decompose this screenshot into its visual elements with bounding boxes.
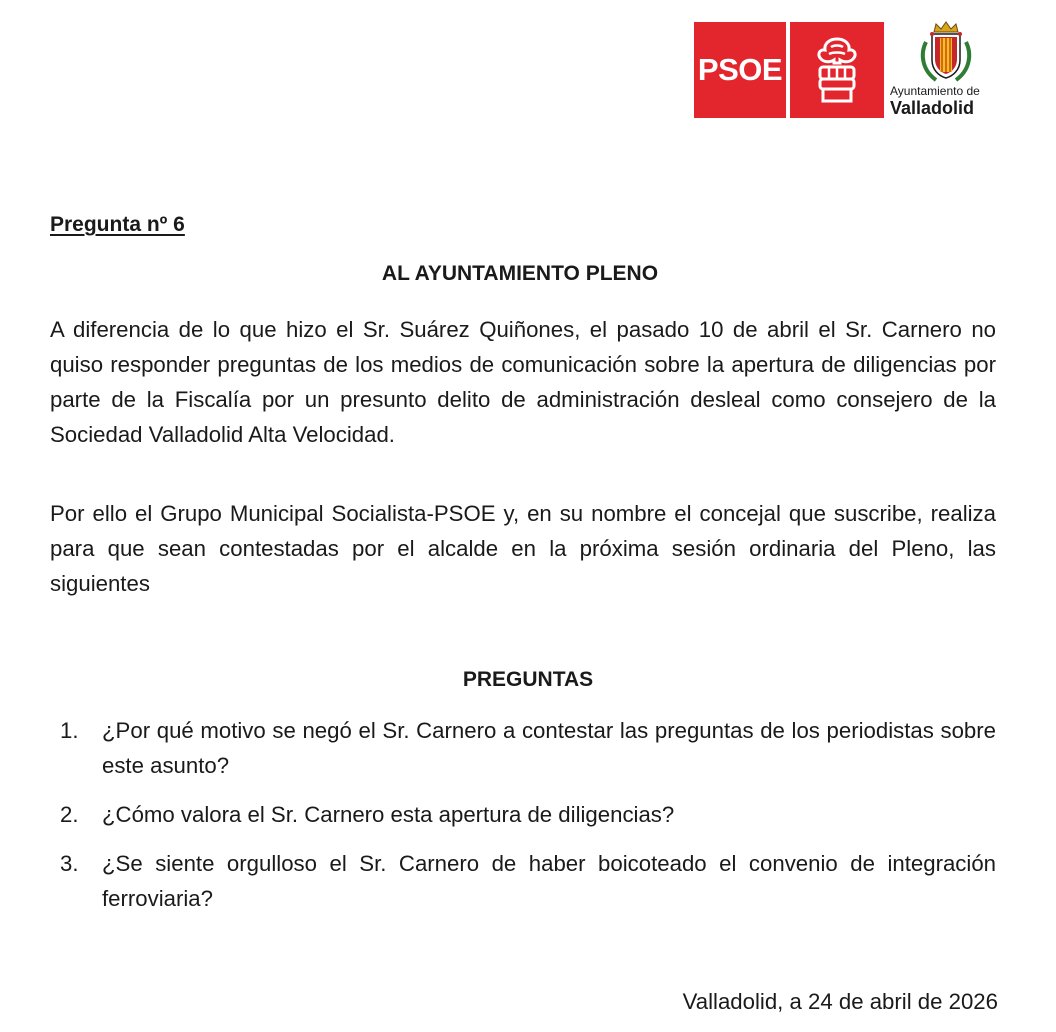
questions-list bbox=[50, 713, 996, 930]
city-council-logo bbox=[890, 20, 1002, 120]
psoe-logo-text: PSOE bbox=[694, 22, 786, 118]
list-item bbox=[50, 846, 996, 916]
question-text: ¿Se siente orgulloso el Sr. Carnero de haber boicoteado el convenio de integración ferroviaria? bbox=[102, 851, 996, 911]
question-text: ¿Por qué motivo se negó el Sr. Carnero a contestar las preguntas de los periodistas sobre este asunto? bbox=[102, 718, 996, 778]
rose-fist-icon bbox=[790, 22, 884, 118]
city-logo-caption: Ayuntamiento de bbox=[890, 84, 980, 98]
request-paragraph: Por ello el Grupo Municipal Socialista-PSOE y, en su nombre el concejal que suscribe, realiza para que sean contestadas por el alcalde en la próxima sesión ordinaria del Pleno, las siguientes bbox=[50, 501, 996, 596]
psoe-logo bbox=[694, 22, 884, 118]
questions-heading: PREGUNTAS bbox=[462, 668, 594, 691]
intro-paragraph: A diferencia de lo que hizo el Sr. Suárez Quiñones, el pasado 10 de abril el Sr. Carnero no quiso responder preguntas de los medios de comunicación sobre la apertura de diligencias por parte de la Fiscalía por un presunto delito de administración desleal como consejero de la Sociedad Valladolid Alta Velocidad. bbox=[50, 317, 996, 447]
question-text: ¿Cómo valora el Sr. Carnero esta apertura de diligencias? bbox=[102, 802, 675, 827]
question-index: 1. bbox=[60, 718, 79, 743]
question-index: 3. bbox=[60, 851, 79, 876]
list-item bbox=[50, 797, 996, 832]
place-date: Valladolid, a 24 de abril de 2026 bbox=[682, 989, 998, 1014]
coat-of-arms-icon bbox=[916, 20, 976, 86]
question-number: Pregunta nº 6 bbox=[50, 213, 185, 236]
list-item bbox=[50, 713, 996, 783]
city-logo-name: Valladolid bbox=[890, 98, 975, 118]
question-index: 2. bbox=[60, 802, 79, 827]
addressee-heading: AL AYUNTAMIENTO PLENO bbox=[381, 262, 659, 285]
